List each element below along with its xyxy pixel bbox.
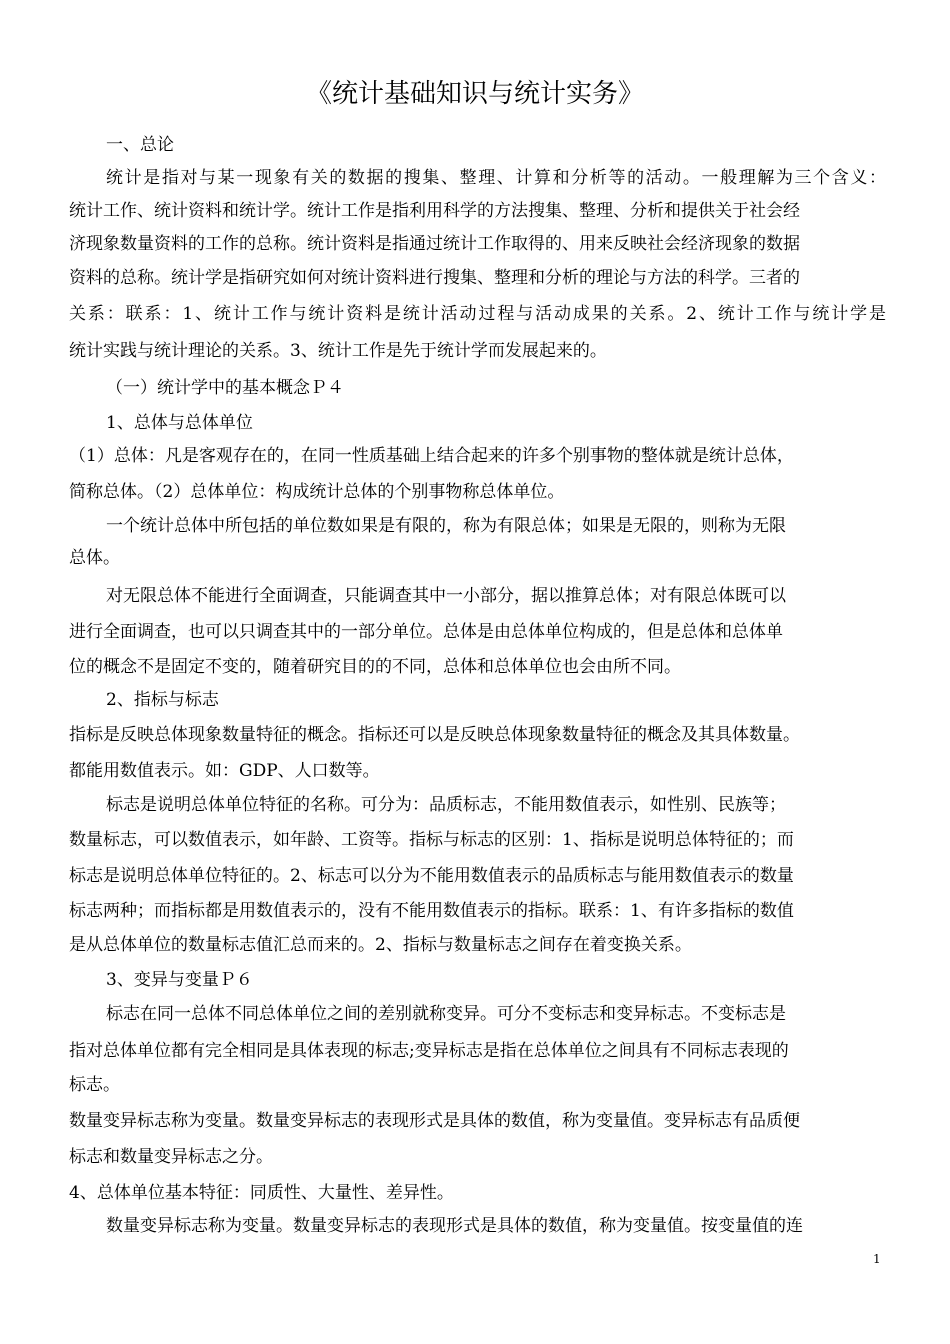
paragraph-line: 数量变异标志称为变量。数量变异标志的表现形式是具体的数值，称为变量值。变异标志有品质便: [69, 1111, 800, 1131]
page-number: 1: [873, 1252, 881, 1266]
subsection-heading: 4、总体单位基本特征：同质性、大量性、差异性。: [69, 1183, 454, 1203]
paragraph-line: 位的概念不是固定不变的，随着研究目的的不同，总体和总体单位也会由所不同。: [69, 657, 681, 677]
paragraph-line: 统计实践与统计理论的关系。3、统计工作是先于统计学而发展起来的。: [69, 341, 607, 361]
subsection-heading: 3、变异与变量Ｐ６: [106, 970, 253, 990]
paragraph-line: 济现象数量资料的工作的总称。统计资料是指通过统计工作取得的、用来反映社会经济现象的数据: [69, 234, 800, 254]
paragraph-line: 总体。: [69, 548, 120, 568]
paragraph-line: 指标是反映总体现象数量特征的概念。指标还可以是反映总体现象数量特征的概念及其具体数量。: [69, 725, 800, 745]
paragraph-line: 都能用数值表示。如：GDP、人口数等。: [69, 761, 380, 781]
paragraph-line: 数量标志，可以数值表示，如年龄、工资等。指标与标志的区别：1、指标是说明总体特征的；而: [69, 830, 794, 850]
paragraph-line: 数量变异标志称为变量。数量变异标志的表现形式是具体的数值，称为变量值。按变量值的连: [106, 1216, 803, 1236]
paragraph-line: 标志。: [69, 1075, 120, 1095]
subsection-heading: （一）统计学中的基本概念Ｐ４: [106, 378, 344, 398]
paragraph-line: 指对总体单位都有完全相同是具体表现的标志;变异标志是指在总体单位之间具有不同标志表现的: [69, 1041, 789, 1061]
paragraph-line: 标志在同一总体不同总体单位之间的差别就称变异。可分不变标志和变异标志。不变标志是: [106, 1004, 786, 1024]
paragraph-line: 标志两种；而指标都是用数值表示的，没有不能用数值表示的指标。联系：1、有许多指标的数值: [69, 901, 794, 921]
paragraph-line: 进行全面调查，也可以只调查其中的一部分单位。总体是由总体单位构成的，但是总体和总体单: [69, 622, 783, 642]
document-title: 《统计基础知识与统计实务》: [305, 79, 644, 109]
paragraph-line: 标志是说明总体单位特征的名称。可分为：品质标志，不能用数值表示，如性别、民族等；: [106, 795, 786, 815]
paragraph-line: 资料的总称。统计学是指研究如何对统计资料进行搜集、整理和分析的理论与方法的科学。三者的: [69, 268, 800, 288]
paragraph-line: （1）总体：凡是客观存在的，在同一性质基础上结合起来的许多个别事物的整体就是统计总体，: [69, 446, 794, 466]
paragraph-line: 标志和数量变异标志之分。: [69, 1147, 273, 1167]
subsection-heading: 1、总体与总体单位: [106, 413, 253, 433]
subsection-heading: 2、指标与标志: [106, 690, 219, 710]
paragraph-line: 标志是说明总体单位特征的。2、标志可以分为不能用数值表示的品质标志与能用数值表示的数量: [69, 866, 794, 886]
paragraph-line: 对无限总体不能进行全面调查，只能调查其中一小部分，据以推算总体；对有限总体既可以: [106, 586, 786, 606]
section-heading: 一、总论: [106, 135, 174, 155]
paragraph-line: 是从总体单位的数量标志值汇总而来的。2、指标与数量标志之间存在着变换关系。: [69, 935, 692, 955]
paragraph-line: 统计是指对与某一现象有关的数据的搜集、整理、计算和分析等的活动。一般理解为三个含义：: [106, 168, 888, 188]
paragraph-line: 简称总体。（2）总体单位：构成统计总体的个别事物称总体单位。: [69, 482, 565, 502]
paragraph-line: 关系：联系：1、统计工作与统计资料是统计活动过程与活动成果的关系。2、统计工作与统计学是: [69, 304, 888, 324]
paragraph-line: 统计工作、统计资料和统计学。统计工作是指利用科学的方法搜集、整理、分析和提供关于社会经: [69, 201, 800, 221]
paragraph-line: 一个统计总体中所包括的单位数如果是有限的，称为有限总体；如果是无限的，则称为无限: [106, 516, 786, 536]
